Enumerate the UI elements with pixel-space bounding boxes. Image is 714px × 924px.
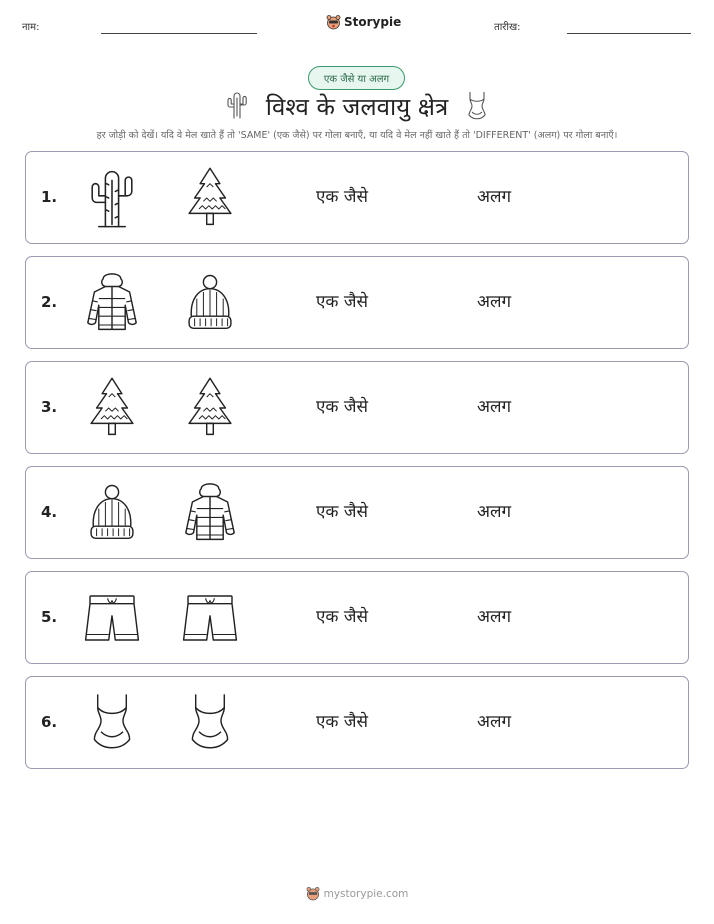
- footer-site[interactable]: mystorypie.com: [323, 887, 409, 900]
- swimsuit-icon: [177, 690, 243, 756]
- question-number: 4.: [41, 503, 58, 521]
- puffer-jacket-icon: [177, 480, 243, 546]
- same-option[interactable]: एक जैसे: [316, 292, 368, 312]
- name-label: नाम:: [22, 22, 40, 33]
- question-number: 1.: [41, 188, 58, 206]
- different-option[interactable]: अलग: [477, 712, 512, 732]
- date-line[interactable]: [567, 33, 691, 34]
- page-title: विश्व के जलवायु क्षेत्र: [265, 93, 449, 121]
- same-option[interactable]: एक जैसे: [316, 607, 368, 627]
- question-card: [25, 361, 689, 454]
- question-number: 6.: [41, 713, 58, 731]
- different-option[interactable]: अलग: [477, 397, 512, 417]
- question-card: [25, 571, 689, 664]
- question-card: [25, 466, 689, 559]
- topic-badge: एक जैसे या अलग: [308, 66, 405, 90]
- mascot-icon: [326, 14, 341, 30]
- same-option[interactable]: एक जैसे: [316, 397, 368, 417]
- brand-logo: [326, 14, 401, 30]
- swimsuit-icon: [79, 690, 145, 756]
- instructions: हर जोड़ी को देखें। यदि वे मेल खाते हैं तो 'SAME' (एक जैसे) पर गोला बनाएँ, या यदि वे मेल नहीं खाते हैं तो 'DIFFERENT' (अलग) पर गोला बनाएँ।: [96, 130, 618, 141]
- cactus-icon: [79, 165, 145, 231]
- date-label: तारीख:: [494, 22, 521, 33]
- footer: [0, 886, 714, 901]
- different-option[interactable]: अलग: [477, 187, 512, 207]
- different-option[interactable]: अलग: [477, 502, 512, 522]
- question-number: 2.: [41, 293, 58, 311]
- same-option[interactable]: एक जैसे: [316, 502, 368, 522]
- shorts-icon: [79, 585, 145, 651]
- winter-hat-icon: [79, 480, 145, 546]
- pine-tree-icon: [79, 375, 145, 441]
- question-card: [25, 256, 689, 349]
- different-option[interactable]: अलग: [477, 607, 512, 627]
- question-number: 5.: [41, 608, 58, 626]
- question-card: [25, 676, 689, 769]
- pine-tree-icon: [177, 165, 243, 231]
- same-option[interactable]: एक जैसे: [316, 712, 368, 732]
- brand-name: Storypie: [344, 15, 402, 29]
- different-option[interactable]: अलग: [477, 292, 512, 312]
- cactus-icon: [224, 90, 250, 120]
- question-card: [25, 151, 689, 244]
- winter-hat-icon: [177, 270, 243, 336]
- swimsuit-icon: [464, 90, 490, 122]
- same-option[interactable]: एक जैसे: [316, 187, 368, 207]
- mascot-icon: [306, 886, 320, 901]
- question-number: 3.: [41, 398, 58, 416]
- name-line[interactable]: [101, 33, 257, 34]
- puffer-jacket-icon: [79, 270, 145, 336]
- shorts-icon: [177, 585, 243, 651]
- pine-tree-icon: [177, 375, 243, 441]
